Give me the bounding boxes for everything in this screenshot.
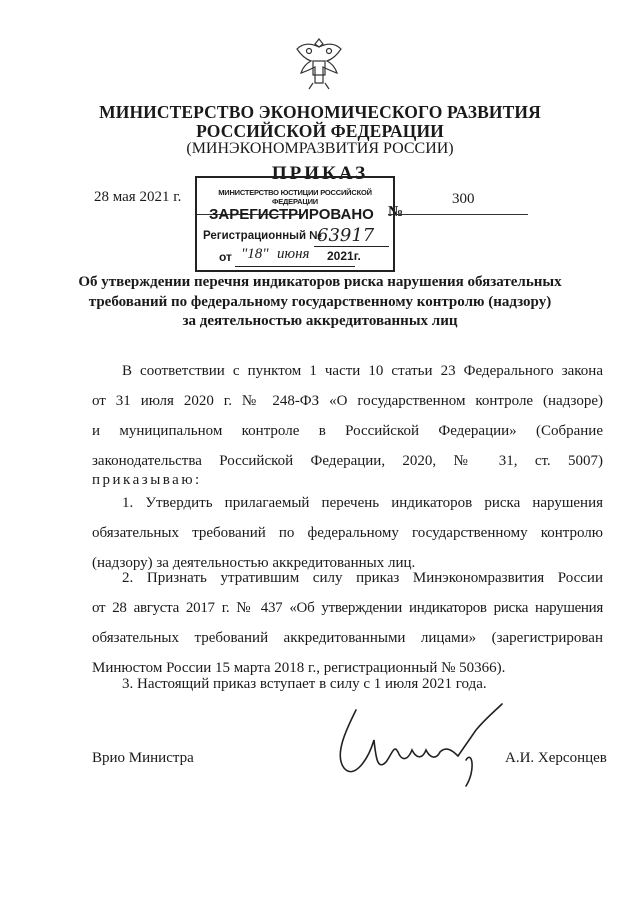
order-number: 300 bbox=[452, 191, 475, 207]
stamp-reg-underline bbox=[314, 246, 389, 247]
order-word: приказываю: bbox=[92, 472, 202, 488]
order-title: ПРИКАЗ bbox=[271, 163, 369, 184]
ministry-short-name: (МИНЭКОНОМРАЗВИТИЯ РОССИИ) bbox=[186, 140, 454, 157]
coat-of-arms-emblem bbox=[289, 33, 349, 93]
paragraph-item-3: 3. Настоящий приказ вступает в силу с 1 июля 2021 года. bbox=[122, 676, 487, 692]
item2-line1: 2. Признать утратившим силу приказ Минэкономразвития России bbox=[122, 570, 603, 586]
item2-line4: Минюстом России 15 марта 2018 г., регистрационный № 50366). bbox=[92, 660, 506, 676]
title-line3: за деятельностью аккредитованных лиц bbox=[182, 313, 458, 329]
document-title bbox=[0, 273, 640, 332]
order-date: 28 мая 2021 г. bbox=[94, 189, 182, 205]
registration-stamp bbox=[195, 176, 395, 272]
preamble-line4: законодательства Российской Федерации, 2020, № 31, ст. 5007) bbox=[92, 453, 603, 469]
stamp-reg-number: 63917 bbox=[317, 225, 375, 246]
item1-line1: 1. Утвердить прилагаемый перечень индикаторов риска нарушения bbox=[122, 495, 603, 511]
stamp-year: 2021г. bbox=[327, 249, 361, 263]
stamp-month: июня bbox=[277, 246, 310, 262]
title-line1: Об утверждении перечня индикаторов риска нарушения обязательных bbox=[78, 274, 562, 290]
ministry-name-line1: МИНИСТЕРСТВО ЭКОНОМИЧЕСКОГО РАЗВИТИЯ bbox=[99, 102, 541, 122]
preamble-line2: от 31 июля 2020 г. № 248-ФЗ «О государственном контроле (надзоре) bbox=[92, 393, 603, 409]
paragraph-item-2 bbox=[92, 563, 603, 683]
item1-line2: обязательных требований по федеральному государственному контролю bbox=[92, 525, 603, 541]
stamp-registered: ЗАРЕГИСТРИРОВАНО bbox=[209, 206, 374, 223]
number-underline bbox=[388, 214, 528, 215]
handwritten-signature bbox=[326, 700, 516, 790]
number-sign: № bbox=[388, 204, 404, 220]
item1-line3: (надзору) за деятельностью аккредитованных лиц. bbox=[92, 555, 416, 571]
paragraph-preamble bbox=[92, 356, 603, 476]
signatory-position: Врио Министра bbox=[92, 750, 194, 766]
stamp-date-underline bbox=[235, 266, 355, 267]
stamp-reg-label: Регистрационный № bbox=[203, 230, 323, 242]
item2-line3: обязательных требований аккредитованными лицами» (зарегистрирован bbox=[92, 630, 603, 646]
item2-line2: от 28 августа 2017 г. № 437 «Об утверждении индикаторов риска нарушения bbox=[92, 600, 603, 616]
title-line2: требований по федеральному государственному контролю (надзору) bbox=[88, 293, 552, 310]
preamble-line3: и муниципальном контроле в Российской Федерации» (Собрание bbox=[92, 423, 603, 439]
ministry-name-line2: РОССИЙСКОЙ ФЕДЕРАЦИИ bbox=[196, 121, 444, 141]
stamp-from-label: от bbox=[219, 250, 232, 264]
stamp-day: "18" bbox=[241, 246, 269, 262]
signatory-name: А.И. Херсонцев bbox=[505, 750, 607, 766]
stamp-org: МИНИСТЕРСТВО ЮСТИЦИИ РОССИЙСКОЙ ФЕДЕРАЦИИ bbox=[218, 188, 372, 206]
preamble-line1: В соответствии с пунктом 1 части 10 статьи 23 Федерального закона bbox=[122, 363, 603, 379]
